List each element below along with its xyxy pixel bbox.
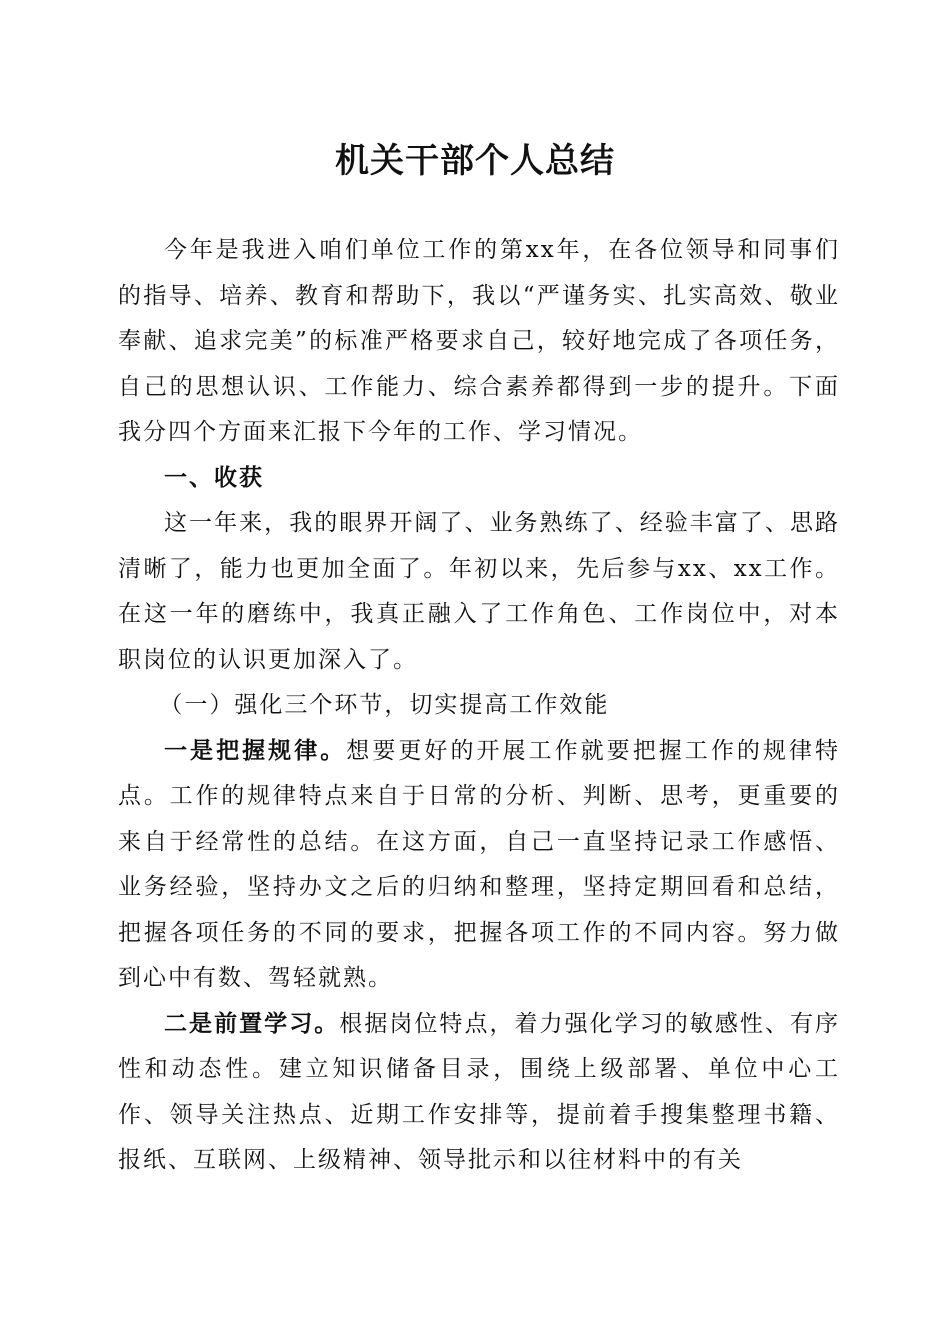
item-paragraph-1	[118, 729, 840, 1002]
item-lead-2: 二是前置学习。	[164, 1010, 340, 1037]
intro-paragraph: 今年是我进入咱们单位工作的第xx年，在各位领导和同事们的指导、培养、教育和帮助下，我以“严谨务实、扎实高效、敬业奉献、追求完美”的标准严格要求自己，较好地完成了各项任务，自己的思想认识、工作能力、综合素养都得到一步的提升。下面我分四个方面来汇报下今年的工作、学习情况。	[118, 237, 840, 445]
document-body	[118, 228, 840, 1184]
section-heading-harvest: 一、收获	[164, 464, 264, 491]
item-paragraph-2	[118, 1002, 840, 1184]
item-text-1: 想要更好的开展工作就要把握工作的规律特点。工作的规律特点来自于日常的分析、判断、思考，更重要的来自于经常性的总结。在这方面，自己一直坚持记录工作感悟、业务经验，坚持办文之后的归纳和整理，坚持定期回看和总结，把握各项任务的不同的要求，把握各项工作的不同内容。努力做到心中有数、驾轻就熟。	[118, 737, 841, 991]
item-lead-1: 一是把握规律。	[164, 737, 347, 764]
harvest-paragraph: 这一年来，我的眼界开阔了、业务熟练了、经验丰富了、思路清晰了，能力也更加全面了。年初以来，先后参与xx、xx工作。在这一年的磨练中，我真正融入了工作角色、工作岗位中，对本职岗位的认识更加深入了。	[118, 510, 840, 673]
document-title: 机关干部个人总结	[335, 141, 615, 181]
item-text-2: 根据岗位特点，着力强化学习的敏感性、有序性和动态性。建立知识储备目录，围绕上级部署、单位中心工作、领导关注热点、近期工作安排等，提前着手搜集整理书籍、报纸、互联网、上级精神、领导批示和以往材料中的有关	[118, 1010, 841, 1173]
subsection-heading: （一）强化三个环节，切实提高工作效能	[159, 692, 610, 718]
